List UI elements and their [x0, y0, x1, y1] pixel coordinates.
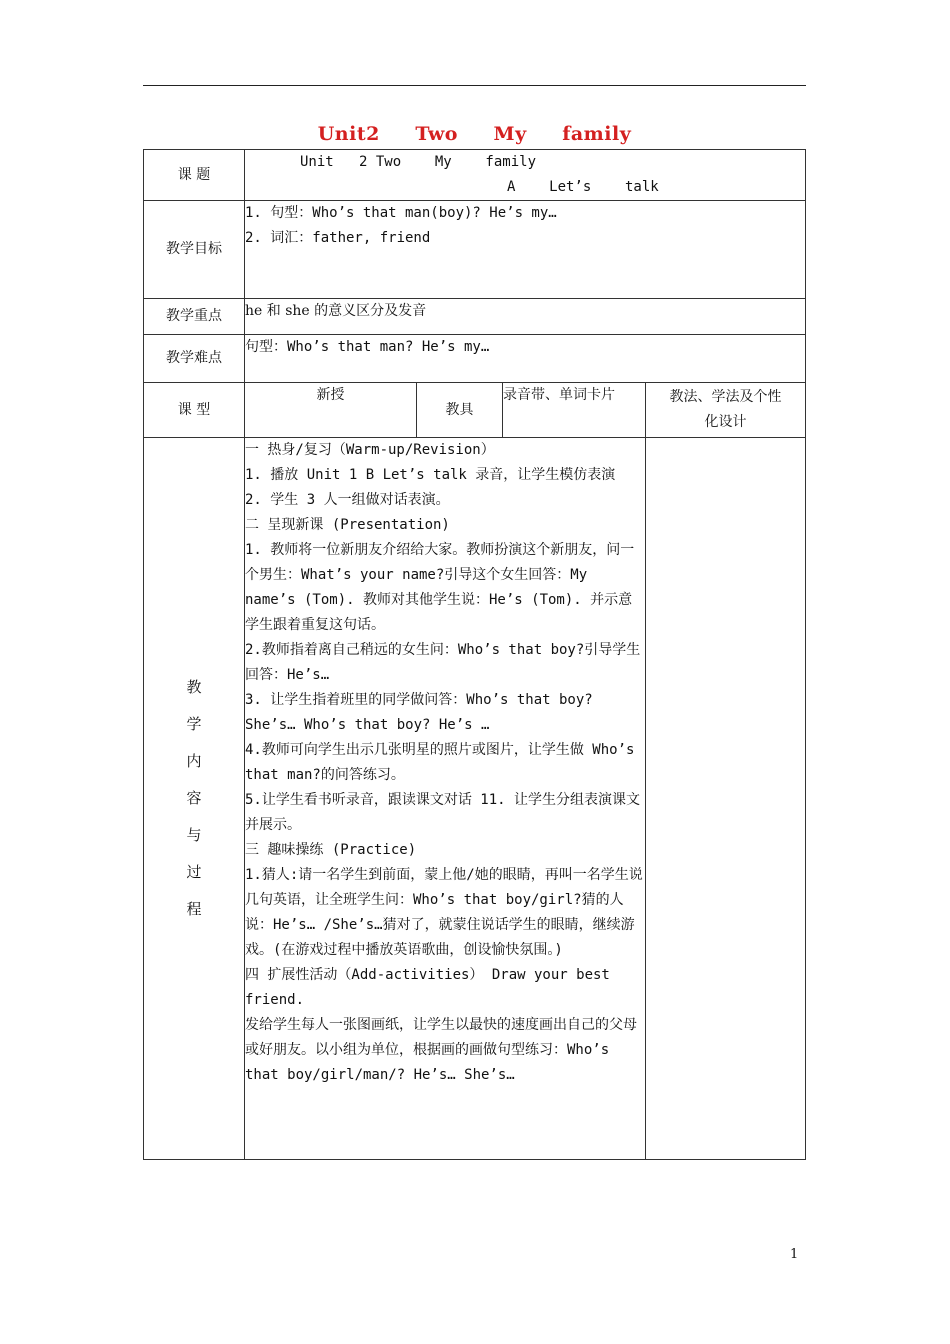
topic-line-1: Unit 2 Two My family	[300, 154, 537, 170]
objective-line: 1. 句型：Who’s that man(boy)? He’s my…	[245, 205, 557, 221]
label-tools: 教具	[417, 383, 503, 438]
key-points-value: he 和 she 的意义区分及发音	[245, 299, 806, 335]
row-key-points	[144, 299, 806, 335]
header-rule	[143, 85, 806, 86]
label-char: 与	[186, 826, 202, 844]
page-title: Unit2 Two My family	[317, 123, 632, 145]
topic-value	[245, 150, 806, 201]
process-line: 2.教师指着离自己稍远的女生问：Who’s that boy?引导学生回答：He’s…	[245, 642, 641, 683]
type-value: 新授	[245, 383, 417, 438]
objectives-value	[245, 201, 806, 299]
process-line: 一 热身/复习（Warm-up/Revision）	[245, 442, 495, 458]
objective-line: 2. 词汇：father, friend	[245, 230, 431, 246]
label-char: 程	[186, 900, 202, 918]
tools-value: 录音带、单词卡片	[503, 383, 646, 438]
process-line: 二 呈现新课 (Presentation)	[245, 517, 450, 533]
process-line: 1. 播放 Unit 1 B Let’s talk 录音，让学生模仿表演	[245, 467, 616, 483]
process-line: 4.教师可向学生出示几张明星的照片或图片，让学生做 Who’s that man?的问答练习。	[245, 742, 635, 783]
label-methods: 教法、学法及个性化设计	[646, 383, 806, 438]
process-line: 1. 教师将一位新朋友介绍给大家。教师扮演这个新朋友，问一个男生：What’s your name?引导这个女生回答：My name’s (Tom). 教师对其他学生说：He’s (Tom). 并示意学生跟着重复这句话。	[245, 542, 635, 633]
label-type: 课 型	[144, 383, 245, 438]
label-content-process	[144, 438, 245, 1160]
methods-content	[646, 438, 806, 1160]
process-content	[245, 438, 646, 1160]
label-objectives: 教学目标	[144, 201, 245, 299]
row-topic	[144, 150, 806, 201]
process-line: 发给学生每人一张图画纸，让学生以最快的速度画出自己的父母或好朋友。以小组为单位，根据画的画做句型练习：Who’s that boy/girl/man/? He’s… She’s…	[245, 1017, 637, 1083]
row-difficulties	[144, 335, 806, 383]
label-char: 过	[186, 863, 202, 881]
process-line: 2. 学生 3 人一组做对话表演。	[245, 492, 450, 508]
label-difficulties: 教学难点	[144, 335, 245, 383]
topic-line-2: A Let’s talk	[507, 179, 659, 195]
row-content	[144, 438, 806, 1160]
label-char: 教	[186, 678, 202, 696]
label-char: 容	[186, 789, 202, 807]
row-objectives	[144, 201, 806, 299]
difficulties-value: 句型：Who’s that man? He’s my…	[245, 335, 806, 383]
label-char: 学	[186, 715, 202, 733]
process-line: 5.让学生看书听录音，跟读课文对话 11. 让学生分组表演课文并展示。	[245, 792, 640, 833]
process-line: 1.猜人:请一名学生到前面，蒙上他/她的眼睛，再叫一名学生说几句英语，让全班学生问：Who’s that boy/girl?猜的人说：He’s… /She’s…猜对了，就蒙住说话学生的眼睛，继续游戏。(在游戏过程中播放英语歌曲，创设愉快氛围。)	[245, 867, 643, 958]
process-line: 3. 让学生指着班里的同学做问答：Who’s that boy? She’s… Who’s that boy? He’s …	[245, 692, 593, 733]
process-line: 四 扩展性活动（Add-activities） Draw your best friend.	[245, 967, 610, 1008]
lesson-plan-table	[143, 149, 806, 1160]
label-char: 内	[186, 752, 202, 770]
label-topic: 课 题	[144, 150, 245, 201]
page-number: 1	[790, 1247, 799, 1262]
row-type	[144, 383, 806, 438]
process-line: 三 趣味操练 (Practice)	[245, 842, 417, 858]
label-key-points: 教学重点	[144, 299, 245, 335]
